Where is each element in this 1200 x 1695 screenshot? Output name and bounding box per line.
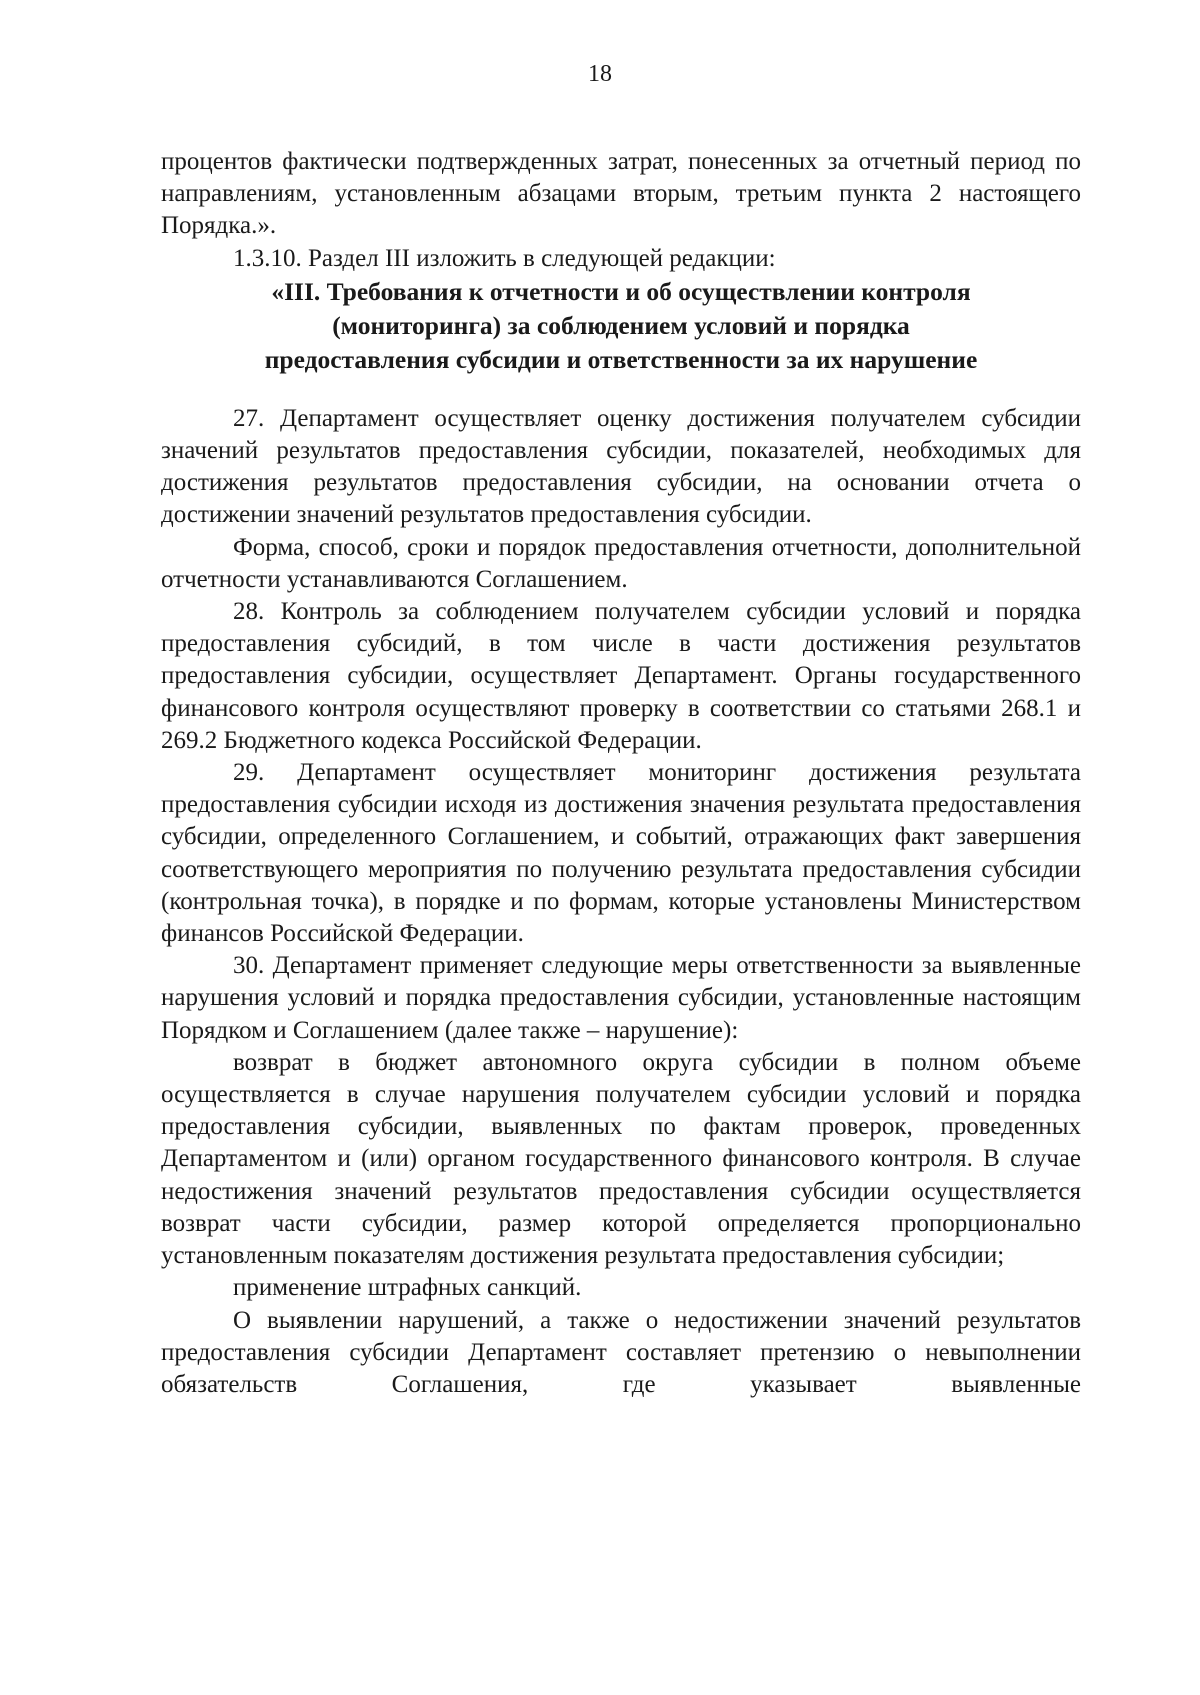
section-heading xyxy=(161,275,1081,377)
paragraph-27: 27. Департамент осуществляет оценку достижения получателем субсидии значений результатов предоставления субсидии, показателей, необходимых для достижения результатов предоставления субсидии, на основании отчета о достижении значений результатов предоставления субсидии. xyxy=(161,404,1081,529)
page-number: 18 xyxy=(588,61,612,87)
paragraph-28: 28. Контроль за соблюдением получателем субсидии условий и порядка предоставления субсидий, в том числе в части достижения результатов предоставления субсидии, осуществляет Департамент. Органы государственного финансового контроля осуществляют проверку в соответствии со статьями 268.1 и 269.2 Бюджетного кодекса Российской Федерации. xyxy=(161,598,1081,754)
section-heading-line: (мониторинга) за соблюдением условий и порядка xyxy=(332,310,910,340)
paragraph-penalties: применение штрафных санкций. xyxy=(233,1274,582,1302)
paragraph-30: 30. Департамент применяет следующие меры ответственности за выявленные нарушения условий и порядка предоставления субсидии, установленные настоящим Порядком и Соглашением (далее также – нарушение): xyxy=(161,952,1081,1044)
paragraph-refund: возврат в бюджет автономного округа субсидии в полном объеме осуществляется в случае нарушения получателем субсидии условий и порядка предоставления субсидии, выявленных по фактам проверок, проведенных Департаментом и (или) органом государственного финансового контроля. В случае недостижения значений результатов предоставления субсидии осуществляется возврат части субсидии, размер которой определяется пропорционально установленным показателям достижения результата предоставления субсидии; xyxy=(161,1048,1081,1270)
document-body xyxy=(161,146,1081,1401)
section-heading-line: предоставления субсидии и ответственности за их нарушение xyxy=(264,344,978,374)
paragraph-claim: О выявлении нарушений, а также о недостижении значений результатов предоставления субсидии Департамент составляет претензию о невыполнении обязательств Соглашения, где указывает выявленные xyxy=(161,1306,1081,1398)
paragraph-continuation: процентов фактически подтвержденных затрат, понесенных за отчетный период по направлениям, установленным абзацами вторым, третьим пункта 2 настоящего Порядка.». xyxy=(161,148,1081,240)
paragraph-section-amendment: 1.3.10. Раздел III изложить в следующей редакции: xyxy=(233,244,776,272)
section-heading-line: «III. Требования к отчетности и об осуществлении контроля xyxy=(271,276,971,306)
paragraph-reporting-form: Форма, способ, сроки и порядок предоставления отчетности, дополнительной отчетности устанавливаются Соглашением. xyxy=(161,533,1081,593)
paragraph-29: 29. Департамент осуществляет мониторинг достижения результата предоставления субсидии исходя из достижения значения результата предоставления субсидии, определенного Соглашением, и событий, отражающих факт завершения соответствующего мероприятия по получению результата предоставления субсидии (контрольная точка), в порядке и по формам, которые установлены Министерством финансов Российской Федерации. xyxy=(161,759,1081,948)
